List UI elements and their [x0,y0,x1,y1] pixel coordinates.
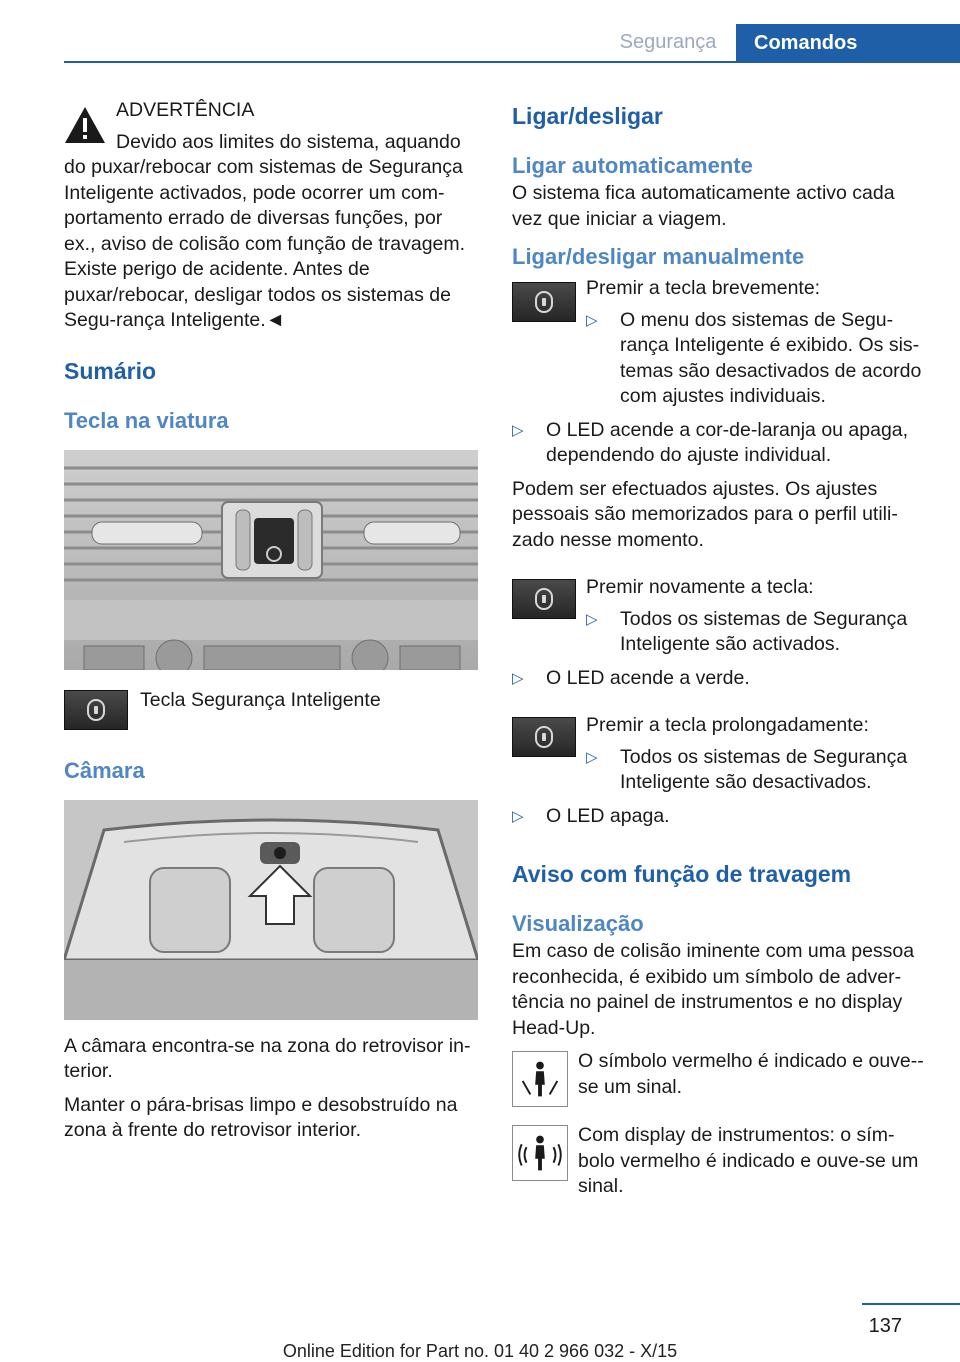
header-tab-comandos[interactable]: Comandos [736,24,960,63]
key-caption-row [64,690,478,730]
triangle-bullet-icon: ▷ [512,669,524,687]
footer-edition: Online Edition for Part no. 01 40 2 966 032 - X/15 [282,1341,678,1361]
step3-row [512,713,930,796]
step2-label: Premir novamente a tecla: [586,576,814,598]
step3-bullet: ▷ Todos os sistemas de Segurança Inteligente são desactivados. [586,745,908,793]
step3-led: ▷ O LED apaga. [512,804,930,830]
windshield-photo [64,800,478,1020]
safety-key-icon [512,717,576,757]
warning-text: do puxar/rebocar com sistemas de Segurança Inteligente activados, pode ocorrer um com-portamento errado de diversas funções, por ex., aviso de colisão com função de travagem. Existe perigo de acidente. Antes de puxar/rebocar, desligar todos os sistemas de Segu-rança Inteligente.◄ [64,156,466,331]
triangle-bullet-icon: ▷ [512,807,524,825]
dashboard-illustration [64,450,478,670]
page-number: 137 [868,1315,902,1337]
safety-key-icon [512,282,576,322]
safety-key-icon [512,579,576,619]
heading-ligar-desligar: Ligar/desligar [512,103,663,129]
heading-sumario: Sumário [64,357,157,384]
symbol2-text: Com display de instrumentos: o sím-bolo vermelho é indicado e ouve-se um sinal. [578,1124,919,1197]
step2-bullet: ▷ Todos os sistemas de Segurança Inteligente são activados. [586,607,908,655]
step2-row [512,575,930,658]
left-column [64,98,478,1144]
step1-label: Premir a tecla brevemente: [586,277,821,299]
step1-led: ▷ O LED acende a cor-de-laranja ou apaga, dependendo do ajuste individual. [512,418,909,466]
triangle-bullet-icon: ▷ [586,610,598,628]
symbol2-row [512,1125,930,1200]
heading-aviso-travagem: Aviso com função de travagem [512,861,852,887]
pedestrian-warning-icon [512,1051,568,1107]
camara-text-2: Manter o pára-brisas limpo e desobstruído na zona à frente do retrovisor interior. [64,1093,458,1141]
step2-led: ▷ O LED acende a verde. [512,666,930,692]
windshield-illustration [64,800,478,1020]
heading-ligar-auto: Ligar automaticamente [512,153,753,178]
symbol1-text: O símbolo vermelho é indicado e ouve--se um sinal. [578,1050,924,1098]
auto-text: O sistema fica automaticamente activo cada vez que iniciar a viagem. [512,182,895,230]
symbol1-row [512,1051,930,1107]
pedestrian-sound-icon [512,1125,568,1181]
camara-text-1: A câmara encontra-se na zona do retrovisor in-terior. [64,1034,471,1082]
warning-triangle-icon [64,106,106,144]
heading-ligar-manual: Ligar/desligar manualmente [512,244,805,269]
heading-visualizacao: Visualização [512,911,644,936]
header-tab-seguranca[interactable]: Segurança [619,31,717,53]
right-column [512,98,930,1200]
header-rule [64,61,960,63]
step3-label: Premir a tecla prolongadamente: [586,714,869,736]
adjust-text: Podem ser efectuados ajustes. Os ajustes pessoais são memorizados para o perfil utili-zado nesse momento. [512,477,898,551]
warning-block [64,98,478,334]
heading-camara: Câmara [64,757,145,783]
triangle-bullet-icon: ▷ [512,421,524,439]
safety-key-icon [64,690,128,730]
key-caption: Tecla Segurança Inteligente [140,688,381,711]
step1-bullet: ▷ O menu dos sistemas de Segu-rança Inteligente é exibido. Os sis-temas são desactivados de acordo com ajustes individuais. [586,308,922,407]
dashboard-photo [64,450,478,670]
triangle-bullet-icon: ▷ [586,311,598,329]
triangle-bullet-icon: ▷ [586,748,598,766]
visual-text: Em caso de colisão iminente com uma pessoa reconhecida, é exibido um símbolo de adver-tência no painel de instrumentos e no display Head-Up. [512,940,915,1039]
warning-text-first-line: Devido aos limites do sistema, aquando [116,130,461,153]
step1-row [512,276,930,410]
heading-tecla-na-viatura: Tecla na viatura [64,407,229,433]
footer-rule [862,1303,960,1305]
warning-title: ADVERTÊNCIA [116,99,255,121]
